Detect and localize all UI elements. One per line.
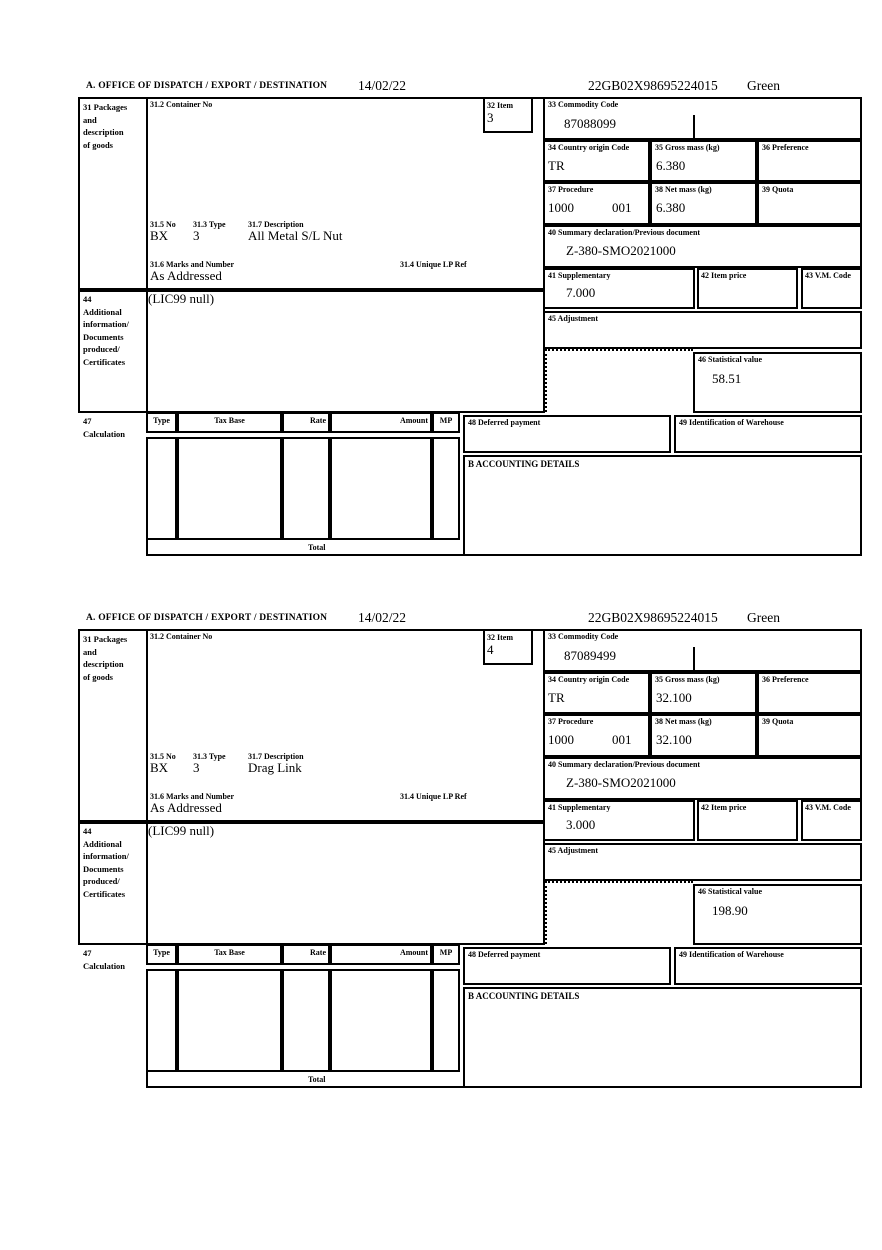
marks-number-value: As Addressed — [150, 800, 222, 815]
commodity-code-value: 87089499 — [564, 648, 616, 663]
tax-rate-cell — [282, 437, 330, 540]
country-origin-label: 34 Country origin Code — [548, 143, 630, 152]
tax-amount-cell — [330, 969, 432, 1072]
box-44-label-line: information/ — [83, 319, 129, 329]
gross-mass-value: 6.380 — [656, 158, 686, 173]
box-47-label-line: Calculation — [83, 960, 126, 971]
goods-description-value: All Metal S/L Nut — [248, 228, 343, 243]
commodity-code-divider — [693, 115, 695, 140]
description-label: 31.7 Description — [248, 752, 304, 761]
goods-description-value: Drag Link — [248, 760, 302, 775]
box-44-label-line: Certificates — [83, 888, 126, 899]
tax-type-cell — [146, 969, 177, 1072]
accounting-details-label: B ACCOUNTING DETAILS — [468, 459, 580, 469]
box-47-label-line: 47 — [83, 948, 92, 958]
item-price-label: 42 Item price — [701, 271, 747, 280]
col-type-label: Type — [153, 948, 170, 957]
warehouse-label: 49 Identification of Warehouse — [679, 418, 784, 427]
commodity-code-divider — [693, 647, 695, 672]
deferred-payment-label: 48 Deferred payment — [468, 950, 541, 959]
country-origin-label: 34 Country origin Code — [548, 675, 630, 684]
unique-lp-ref-label: 31.4 Unique LP Ref — [400, 792, 467, 801]
declaration-reference: 22GB02X98695224015 — [588, 610, 718, 625]
box-31-packages-area — [78, 629, 545, 822]
procedure-value: 1000 — [548, 732, 574, 747]
supplementary-label: 41 Supplementary — [548, 271, 611, 280]
previous-document-value: Z-380-SMO2021000 — [566, 243, 676, 258]
packages-type-value: 3 — [193, 228, 200, 243]
tax-rate-cell — [282, 969, 330, 1072]
preference-label: 36 Preference — [762, 675, 809, 684]
col-amount-label: Amount — [399, 948, 428, 957]
box-31-label-line: and — [83, 646, 97, 657]
sad-item-form — [78, 75, 862, 557]
deferred-payment-label: 48 Deferred payment — [468, 418, 541, 427]
box-47-label — [83, 947, 145, 972]
label-column-divider — [146, 97, 148, 413]
tax-base-cell — [177, 969, 282, 1072]
col-tax-base-label: Tax Base — [214, 948, 245, 957]
country-origin-value: TR — [548, 158, 565, 173]
dotted-top-line — [545, 881, 693, 883]
item-price-label: 42 Item price — [701, 803, 747, 812]
net-mass-value: 32.100 — [656, 732, 692, 747]
box-b-accounting-details — [463, 455, 862, 556]
col-type-label: Type — [153, 416, 170, 425]
supplementary-value: 7.000 — [566, 285, 596, 300]
box-44-additional-info-area — [78, 822, 545, 945]
office-of-dispatch-label: A. OFFICE OF DISPATCH / EXPORT / DESTINATION — [86, 81, 328, 91]
box-44-label-line: produced/ — [83, 876, 120, 886]
dotted-top-line — [545, 349, 693, 351]
item-label: 32 Item — [487, 633, 513, 642]
box-31-label-line: of goods — [83, 671, 113, 682]
sad-item-form — [78, 607, 862, 1089]
box-31-label — [83, 633, 143, 683]
marks-number-value: As Addressed — [150, 268, 222, 283]
box-31-label-line: and — [83, 114, 97, 125]
packages-no-label: 31.5 No — [150, 752, 176, 761]
box-31-label-line: description — [83, 127, 124, 137]
warehouse-label: 49 Identification of Warehouse — [679, 950, 784, 959]
col-rate-label: Rate — [310, 416, 326, 425]
box-44-label-line: information/ — [83, 851, 129, 861]
declaration-date: 14/02/22 — [358, 610, 407, 625]
box-44-label-line: 44 — [83, 826, 92, 836]
net-mass-label: 38 Net mass (kg) — [655, 185, 712, 194]
commodity-code-label: 33 Commodity Code — [548, 100, 619, 109]
box-31-label-line: 31 Packages — [83, 102, 128, 112]
supplementary-label: 41 Supplementary — [548, 803, 611, 812]
vm-code-label: 43 V.M. Code — [805, 803, 851, 812]
box-31-label-line: of goods — [83, 139, 113, 150]
statistical-value: 58.51 — [712, 371, 742, 386]
tax-type-cell — [146, 437, 177, 540]
procedure-label: 37 Procedure — [548, 185, 594, 194]
marks-number-label: 31.6 Marks and Number — [150, 260, 235, 269]
box-31-label-line: 31 Packages — [83, 634, 128, 644]
packages-no-value: BX — [150, 228, 169, 243]
adjustment-label: 45 Adjustment — [548, 314, 599, 323]
box-44-label-line: Certificates — [83, 356, 126, 367]
statistical-value-label: 46 Statistical value — [698, 355, 762, 364]
box-44-label-line: Documents — [83, 331, 124, 342]
dotted-left-line — [545, 349, 547, 412]
marks-number-label: 31.6 Marks and Number — [150, 792, 235, 801]
col-rate-label: Rate — [310, 948, 326, 957]
tax-amount-cell — [330, 437, 432, 540]
additional-information-value: (LIC99 null) — [148, 823, 215, 838]
label-column-divider — [146, 629, 148, 945]
box-31-label-line: description — [83, 659, 124, 669]
office-of-dispatch-label: A. OFFICE OF DISPATCH / EXPORT / DESTINATION — [86, 613, 328, 623]
packages-no-value: BX — [150, 760, 169, 775]
additional-information-value: (LIC99 null) — [148, 291, 215, 306]
net-mass-value: 6.380 — [656, 200, 686, 215]
container-no-label: 31.2 Container No — [150, 100, 213, 109]
box-44-label — [83, 293, 145, 368]
col-tax-base-label: Tax Base — [214, 416, 245, 425]
container-no-label: 31.2 Container No — [150, 632, 213, 641]
statistical-value-label: 46 Statistical value — [698, 887, 762, 896]
routing-status: Green — [747, 78, 780, 93]
box-47-label-line: Calculation — [83, 428, 126, 439]
dotted-left-line — [545, 881, 547, 944]
procedure-suffix-value: 001 — [612, 200, 632, 215]
box-44-label-line: Additional — [83, 306, 122, 317]
procedure-label: 37 Procedure — [548, 717, 594, 726]
packages-no-label: 31.5 No — [150, 220, 176, 229]
col-mp-label: MP — [439, 416, 453, 425]
item-number-value: 3 — [487, 110, 494, 125]
item-number-value: 4 — [487, 642, 494, 657]
accounting-details-label: B ACCOUNTING DETAILS — [468, 991, 580, 1001]
box-47-label — [83, 415, 145, 440]
gross-mass-value: 32.100 — [656, 690, 692, 705]
box-44-label — [83, 825, 145, 900]
packages-type-label: 31.3 Type — [193, 752, 226, 761]
box-44-additional-info-area — [78, 290, 545, 413]
preference-label: 36 Preference — [762, 143, 809, 152]
previous-document-label: 40 Summary declaration/Previous document — [548, 228, 701, 237]
packages-type-label: 31.3 Type — [193, 220, 226, 229]
box-b-accounting-details — [463, 987, 862, 1088]
tax-mp-cell — [432, 969, 460, 1072]
total-label: Total — [308, 1075, 326, 1084]
total-label: Total — [308, 543, 326, 552]
previous-document-label: 40 Summary declaration/Previous document — [548, 760, 701, 769]
box-44-label-line: produced/ — [83, 344, 120, 354]
packages-type-value: 3 — [193, 760, 200, 775]
previous-document-value: Z-380-SMO2021000 — [566, 775, 676, 790]
supplementary-value: 3.000 — [566, 817, 596, 832]
adjustment-label: 45 Adjustment — [548, 846, 599, 855]
routing-status: Green — [747, 610, 780, 625]
gross-mass-label: 35 Gross mass (kg) — [655, 143, 720, 152]
vm-code-label: 43 V.M. Code — [805, 271, 851, 280]
description-label: 31.7 Description — [248, 220, 304, 229]
commodity-code-value: 87088099 — [564, 116, 616, 131]
procedure-value: 1000 — [548, 200, 574, 215]
quota-label: 39 Quota — [762, 717, 794, 726]
box-31-packages-area — [78, 97, 545, 290]
box-47-label-line: 47 — [83, 416, 92, 426]
declaration-reference: 22GB02X98695224015 — [588, 78, 718, 93]
box-44-label-line: Additional — [83, 838, 122, 849]
item-label: 32 Item — [487, 101, 513, 110]
box-44-label-line: Documents — [83, 863, 124, 874]
commodity-code-label: 33 Commodity Code — [548, 632, 619, 641]
gross-mass-label: 35 Gross mass (kg) — [655, 675, 720, 684]
statistical-value: 198.90 — [712, 903, 748, 918]
unique-lp-ref-label: 31.4 Unique LP Ref — [400, 260, 467, 269]
col-mp-label: MP — [439, 948, 453, 957]
procedure-suffix-value: 001 — [612, 732, 632, 747]
col-amount-label: Amount — [399, 416, 428, 425]
quota-label: 39 Quota — [762, 185, 794, 194]
country-origin-value: TR — [548, 690, 565, 705]
tax-base-cell — [177, 437, 282, 540]
tax-mp-cell — [432, 437, 460, 540]
net-mass-label: 38 Net mass (kg) — [655, 717, 712, 726]
box-31-label — [83, 101, 143, 151]
declaration-date: 14/02/22 — [358, 78, 407, 93]
box-44-label-line: 44 — [83, 294, 92, 304]
